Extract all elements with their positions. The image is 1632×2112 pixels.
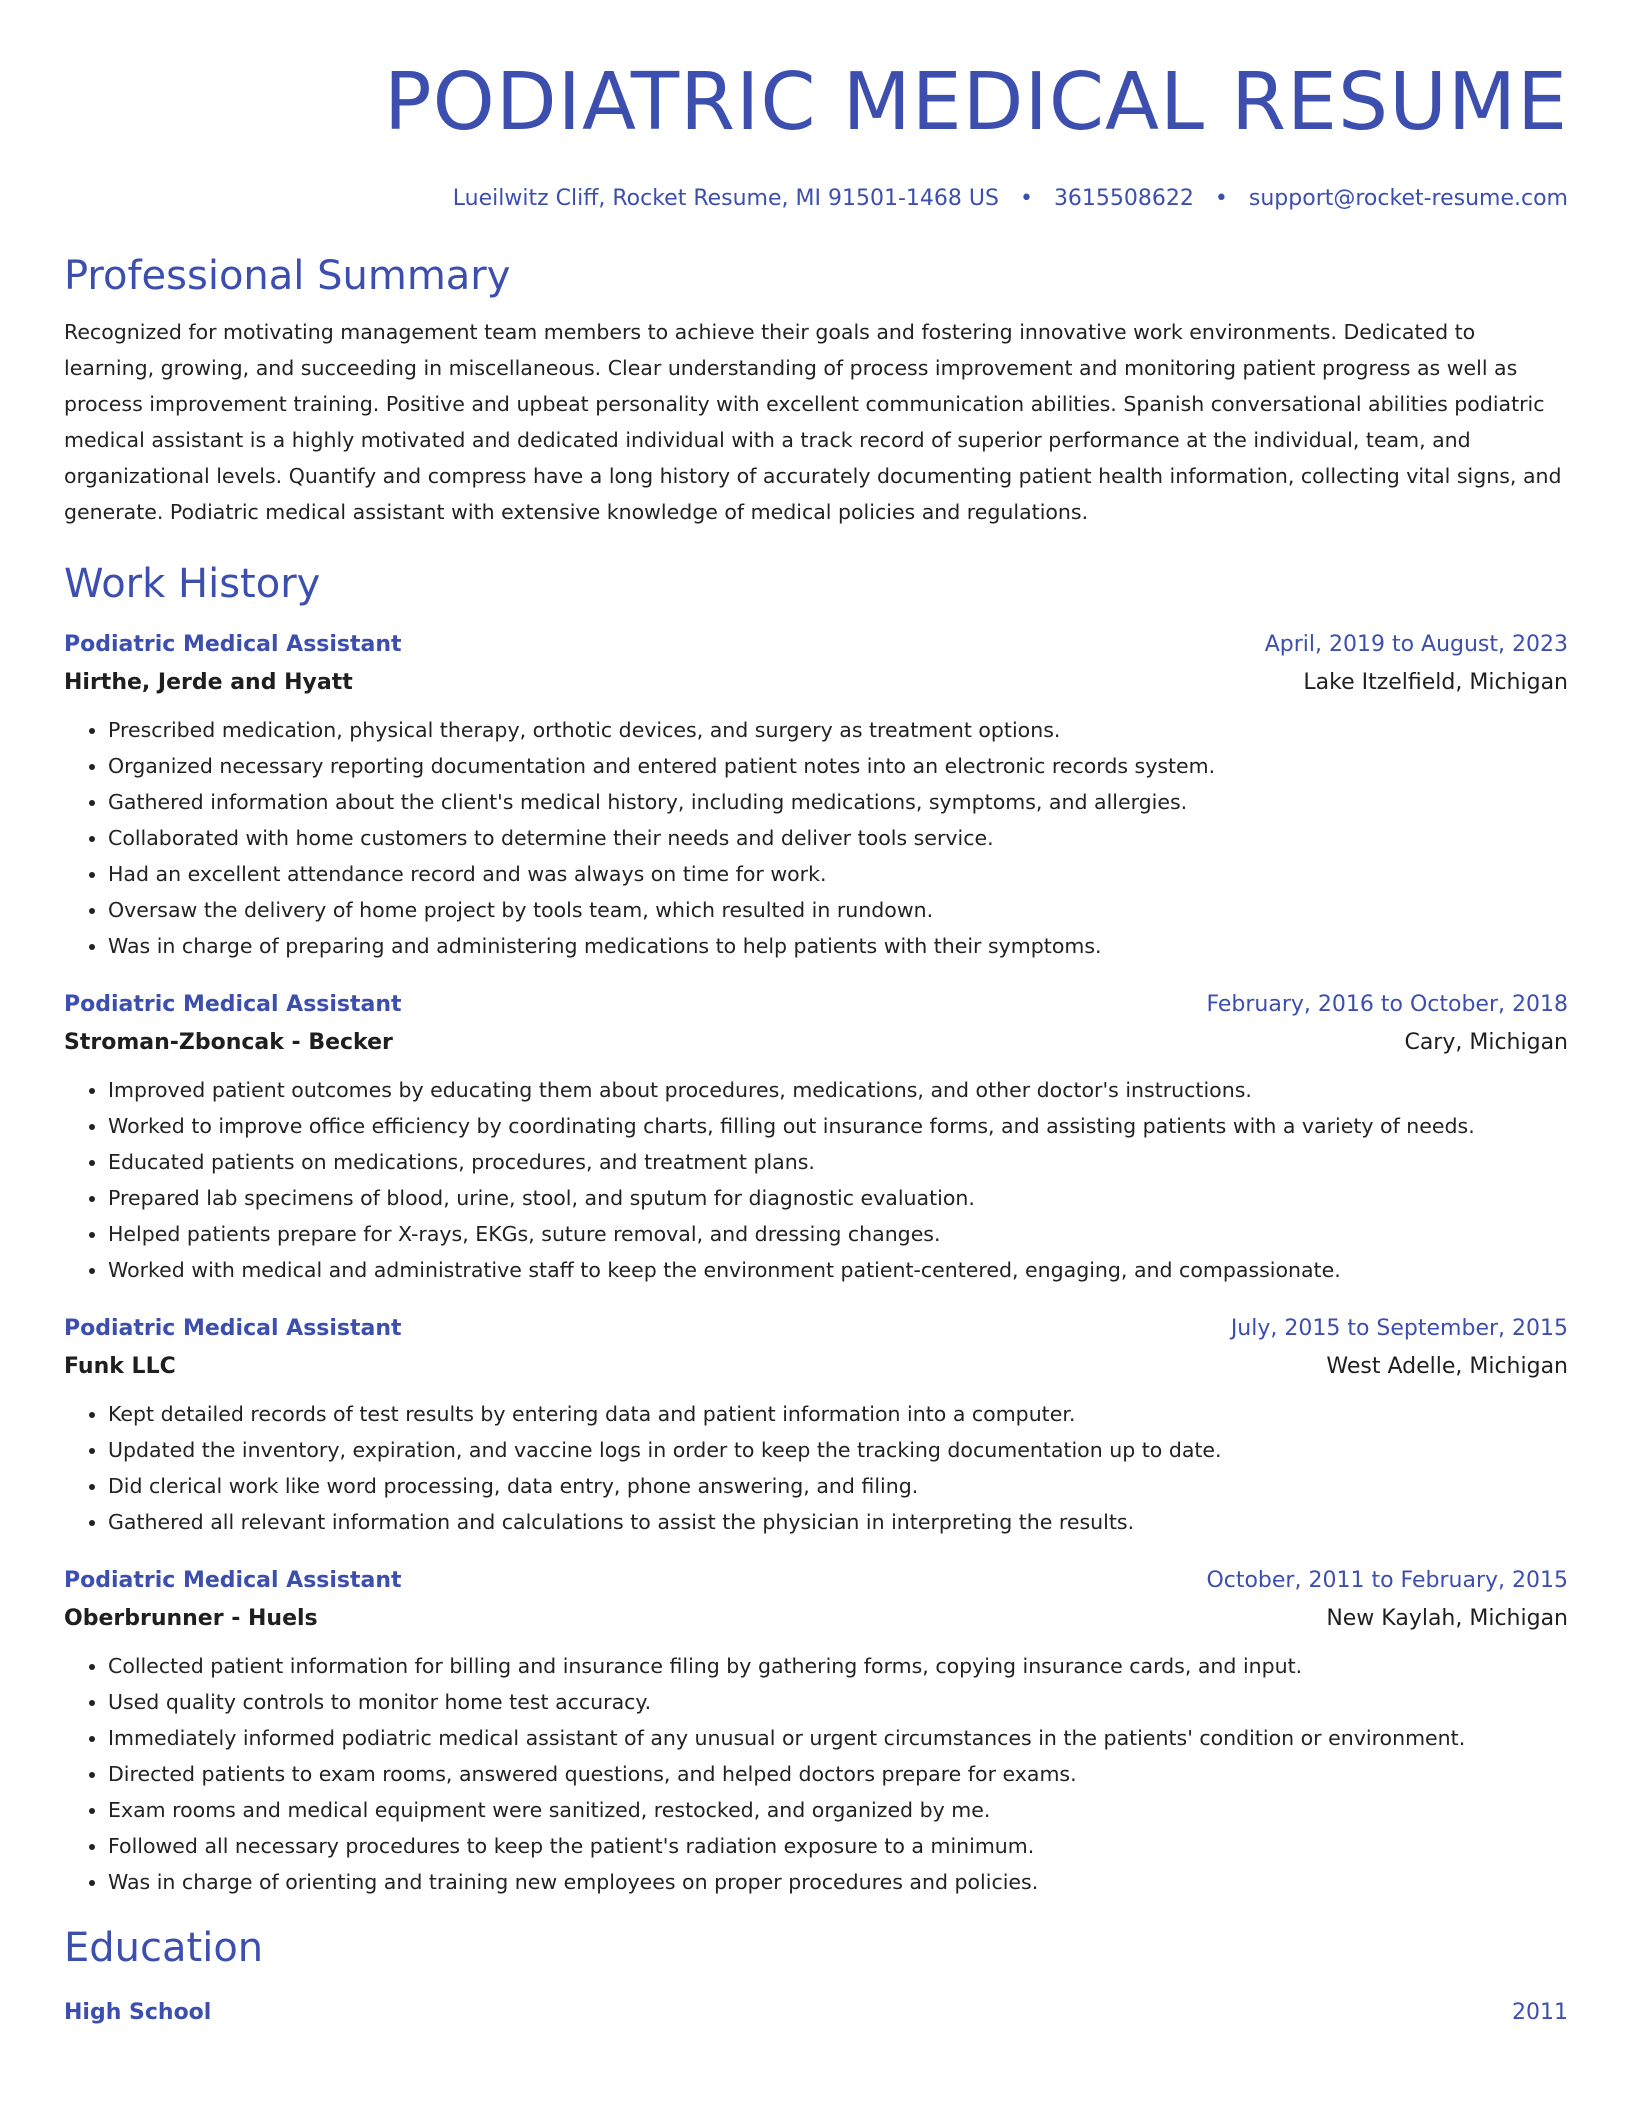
- job-company-row: [64, 1600, 1568, 1638]
- job-duty-item: • Was in charge of orienting and training new employees on proper procedures and policies.: [108, 1864, 1568, 1900]
- job-dates: October, 2011 to February, 2015: [1206, 1568, 1568, 1593]
- job-duty-item: • Immediately informed podiatric medical assistant of any unusual or urgent circumstances in the patients' condition or environment.: [108, 1720, 1568, 1756]
- job-duty-item: • Updated the inventory, expiration, and vaccine logs in order to keep the tracking documentation up to date.: [108, 1432, 1568, 1468]
- job-entry: [64, 986, 1568, 1288]
- contact-line: [64, 184, 1568, 214]
- job-title-row: [64, 1310, 1568, 1348]
- job-duties-list: [64, 1648, 1568, 1900]
- job-duty-item: • Exam rooms and medical equipment were sanitized, restocked, and organized by me.: [108, 1792, 1568, 1828]
- job-duty-item: • Improved patient outcomes by educating them about procedures, medications, and other doctor's instructions.: [108, 1072, 1568, 1108]
- summary-text: Recognized for motivating management team members to achieve their goals and fostering innovative work environments. Dedicated to learning, growing, and succeeding in miscellaneous. Clear understanding of process improvement and monitoring patient progress as well as process improvement training. Positive and upbeat personality with excellent communication abilities. Spanish conversational abilities podiatric medical assistant is a highly motivated and dedicated individual with a track record of superior performance at the individual, team, and organizational levels. Quantify and compress have a long history of accurately documenting patient health information, collecting vital signs, and generate. Podiatric medical assistant with extensive knowledge of medical policies and regulations.: [64, 320, 1562, 524]
- job-entry: [64, 1310, 1568, 1540]
- contact-separator: •: [1019, 186, 1033, 211]
- education-heading: Education: [64, 1925, 264, 1971]
- education-entry: [64, 1994, 1568, 2032]
- work-history-heading: Work History: [64, 561, 321, 607]
- summary-heading: Professional Summary: [64, 253, 511, 299]
- contact-email: support@rocket-resume.com: [1248, 186, 1568, 211]
- job-entry: [64, 1562, 1568, 1900]
- job-duty-item: • Followed all necessary procedures to keep the patient's radiation exposure to a minimum.: [108, 1828, 1568, 1864]
- resume-name: PODIATRIC MEDICAL RESUME: [384, 56, 1568, 148]
- job-duty-item: • Did clerical work like word processing, data entry, phone answering, and filing.: [108, 1468, 1568, 1504]
- job-duty-item: • Collected patient information for billing and insurance filing by gathering forms, copying insurance cards, and input.: [108, 1648, 1568, 1684]
- contact-separator: •: [1214, 186, 1228, 211]
- job-dates: April, 2019 to August, 2023: [1264, 632, 1568, 657]
- job-duty-item: • Had an excellent attendance record and was always on time for work.: [108, 856, 1568, 892]
- job-duty-item: • Worked to improve office efficiency by coordinating charts, filling out insurance forms, and assisting patients with a variety of needs.: [108, 1108, 1568, 1144]
- job-location: Lake Itzelfield, Michigan: [1303, 670, 1568, 695]
- education-school: High School: [64, 2000, 212, 2025]
- job-dates: July, 2015 to September, 2015: [1230, 1316, 1568, 1341]
- job-title-row: [64, 626, 1568, 664]
- job-duty-item: • Worked with medical and administrative staff to keep the environment patient-centered, engaging, and compassionate.: [108, 1252, 1568, 1288]
- job-duty-item: • Was in charge of preparing and administering medications to help patients with their symptoms.: [108, 928, 1568, 964]
- job-title-row: [64, 986, 1568, 1024]
- job-title: Podiatric Medical Assistant: [64, 1568, 402, 1593]
- job-entry: [64, 626, 1568, 964]
- job-duty-item: • Used quality controls to monitor home test accuracy.: [108, 1684, 1568, 1720]
- job-location: New Kaylah, Michigan: [1326, 1606, 1568, 1631]
- job-duty-item: • Kept detailed records of test results by entering data and patient information into a computer.: [108, 1396, 1568, 1432]
- job-title: Podiatric Medical Assistant: [64, 1316, 402, 1341]
- job-location: West Adelle, Michigan: [1326, 1354, 1568, 1379]
- job-company: Funk LLC: [64, 1354, 176, 1379]
- job-company-row: [64, 1024, 1568, 1062]
- contact-address: Lueilwitz Cliff, Rocket Resume, MI 91501-1468 US: [452, 186, 999, 211]
- job-company-row: [64, 1348, 1568, 1386]
- job-duty-item: • Gathered all relevant information and calculations to assist the physician in interpreting the results.: [108, 1504, 1568, 1540]
- job-duty-item: • Prepared lab specimens of blood, urine, stool, and sputum for diagnostic evaluation.: [108, 1180, 1568, 1216]
- job-duty-item: • Gathered information about the client's medical history, including medications, symptoms, and allergies.: [108, 784, 1568, 820]
- job-company-row: [64, 664, 1568, 702]
- job-duty-item: • Collaborated with home customers to determine their needs and deliver tools service.: [108, 820, 1568, 856]
- job-duty-item: • Educated patients on medications, procedures, and treatment plans.: [108, 1144, 1568, 1180]
- job-duty-item: • Directed patients to exam rooms, answered questions, and helped doctors prepare for exams.: [108, 1756, 1568, 1792]
- job-duty-item: • Prescribed medication, physical therapy, orthotic devices, and surgery as treatment options.: [108, 712, 1568, 748]
- job-title: Podiatric Medical Assistant: [64, 992, 402, 1017]
- job-title: Podiatric Medical Assistant: [64, 632, 402, 657]
- education-year: 2011: [1512, 2000, 1568, 2025]
- job-title-row: [64, 1562, 1568, 1600]
- job-duty-item: • Helped patients prepare for X-rays, EKGs, suture removal, and dressing changes.: [108, 1216, 1568, 1252]
- contact-phone: 3615508622: [1053, 186, 1194, 211]
- job-duties-list: [64, 712, 1568, 964]
- job-company: Hirthe, Jerde and Hyatt: [64, 670, 353, 695]
- job-duties-list: [64, 1072, 1568, 1288]
- job-dates: February, 2016 to October, 2018: [1206, 992, 1568, 1017]
- job-location: Cary, Michigan: [1404, 1030, 1568, 1055]
- job-company: Stroman-Zboncak - Becker: [64, 1030, 393, 1055]
- job-company: Oberbrunner - Huels: [64, 1606, 318, 1631]
- job-duties-list: [64, 1396, 1568, 1540]
- work-history-list: [64, 626, 1568, 1900]
- job-duty-item: • Organized necessary reporting documentation and entered patient notes into an electronic records system.: [108, 748, 1568, 784]
- education-list: [64, 1994, 1568, 2032]
- job-duty-item: • Oversaw the delivery of home project by tools team, which resulted in rundown.: [108, 892, 1568, 928]
